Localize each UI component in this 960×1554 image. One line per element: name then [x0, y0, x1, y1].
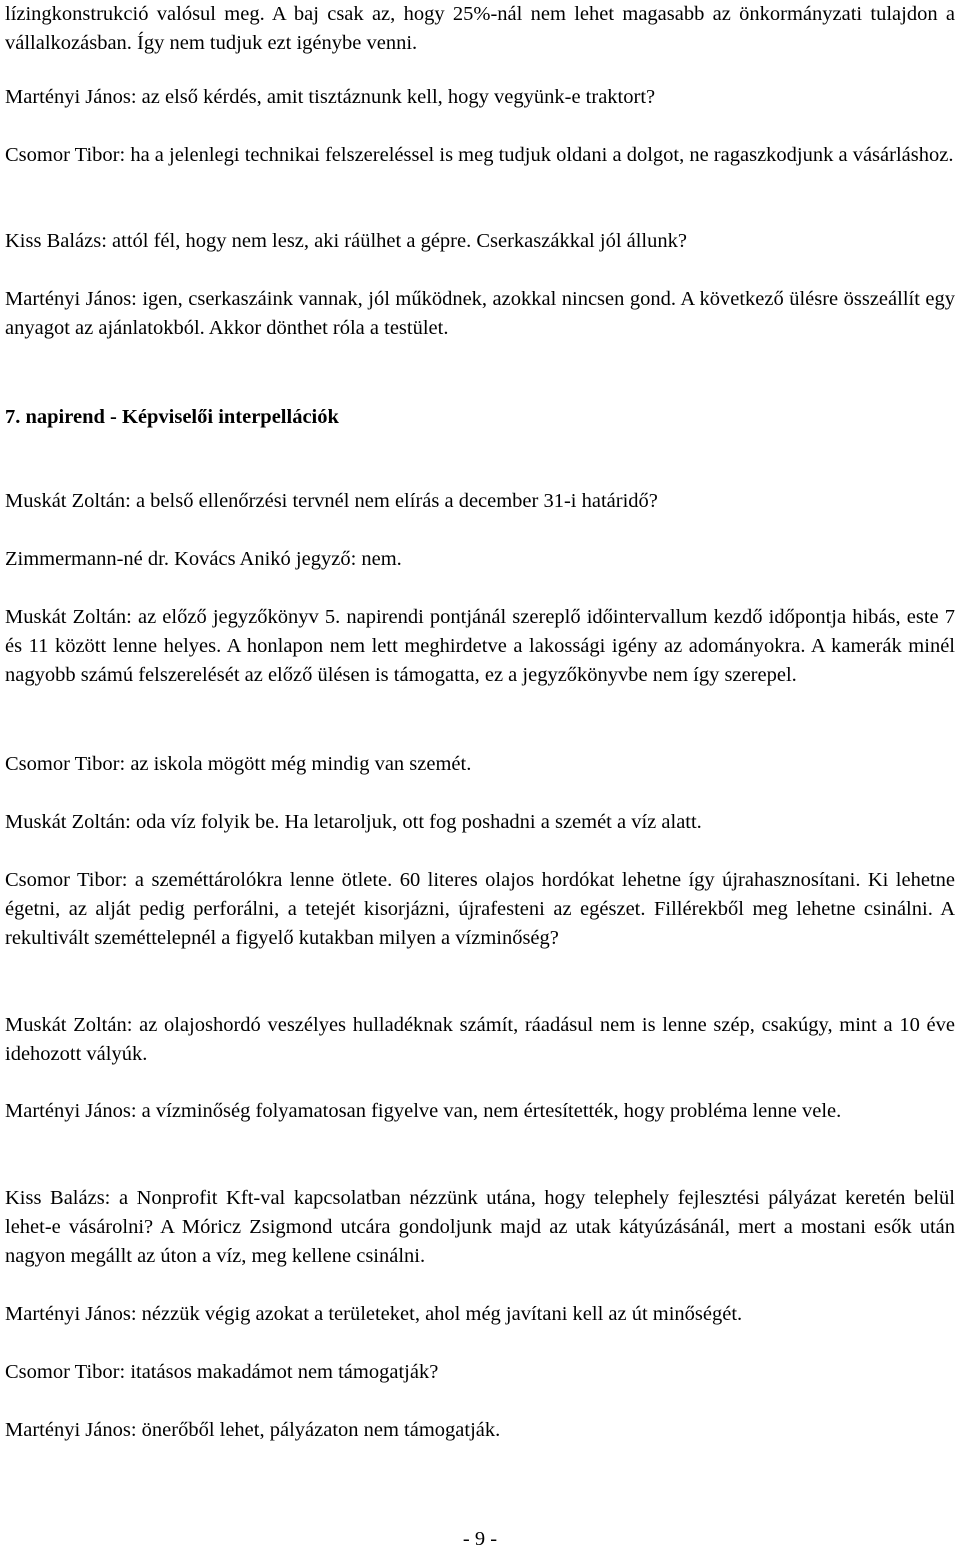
paragraph-notary-answer: Zimmermann-né dr. Kovács Anikó jegyző: nem. — [5, 548, 402, 570]
paragraph-martenyi-funding: Martényi János: önerőből lehet, pályázaton nem támogatják. — [5, 1419, 501, 1441]
paragraph-kiss-nonprofit: Kiss Balázs: a Nonprofit Kft-val kapcsolatban nézzünk utána, hogy telephely fejlesztési pályázat keretén belül lehet-e vásárolni? A Móricz Zsigmond utcára gondoljunk majd az utak kátyúzásánál, mert a mostani esők után nagyon megállt az úton a víz, meg kellene csinálni. — [5, 1187, 955, 1267]
paragraph-csomor-macadam: Csomor Tibor: itatásos makadámot nem támogatják? — [5, 1361, 439, 1383]
paragraph-martenyi-tractor: Martényi János: az első kérdés, amit tisztáznunk kell, hogy vegyünk-e traktort? — [5, 86, 656, 108]
paragraph-csomor-bins: Csomor Tibor: a szeméttárolókra lenne ötlete. 60 literes olajos hordókat lehetne így újrahasznosítani. Ki lehetne égetni, az alját pedig perforálni, a tetejét kisorjázni, újrafesteni az egészet. Fillérekből meg lehetne csinálni. A rekultivált szeméttelepnél a figyelő kutakban milyen a vízminőség? — [5, 869, 955, 949]
paragraph-martenyi-roads: Martényi János: nézzük végig azokat a területeket, ahol még javítani kell az út minőségét. — [5, 1303, 743, 1325]
paragraph-kiss-machine: Kiss Balázs: attól fél, hogy nem lesz, aki ráülhet a gépre. Cserkaszákkal jól állunk? — [5, 230, 687, 252]
paragraph-csomor-rubbish: Csomor Tibor: az iskola mögött még mindig van szemét. — [5, 753, 472, 775]
section-heading-agenda-7: 7. napirend - Képviselői interpellációk — [5, 406, 339, 428]
paragraph-martenyi-mowers: Martényi János: igen, cserkaszáink vannak, jól működnek, azokkal nincsen gond. A következő ülésre összeállít egy anyagot az ajánlatokból. Akkor dönthet róla a testület. — [5, 288, 955, 339]
paragraph-muskat-deadline: Muskát Zoltán: a belső ellenőrzési tervnél nem elírás a december 31-i határidő? — [5, 490, 658, 512]
paragraph-leasing: lízingkonstrukció valósul meg. A baj csak az, hogy 25%-nál nem lehet magasabb az önkormányzati tulajdon a vállalkozásban. Így nem tudjuk ezt igénybe venni. — [5, 3, 955, 54]
paragraph-martenyi-water-quality: Martényi János: a vízminőség folyamatosan figyelve van, nem értesítették, hogy probléma lenne vele. — [5, 1100, 842, 1122]
page-number: - 9 - — [462, 1528, 498, 1550]
paragraph-csomor-equipment: Csomor Tibor: ha a jelenlegi technikai felszereléssel is meg tudjuk oldani a dolgot, ne ragaszkodjunk a vásárláshoz. — [5, 144, 954, 166]
paragraph-muskat-water: Muskát Zoltán: oda víz folyik be. Ha letaroljuk, ott fog poshadni a szemét a víz alatt. — [5, 811, 702, 833]
paragraph-muskat-hazardous: Muskát Zoltán: az olajoshordó veszélyes hulladéknak számít, ráadásul nem is lenne szép, csakúgy, mint a 10 éve idehozott vályúk. — [5, 1014, 955, 1065]
paragraph-muskat-minutes: Muskát Zoltán: az előző jegyzőkönyv 5. napirendi pontjánál szereplő időintervallum kezdő időpontja hibás, este 7 és 11 között lenne helyes. A honlapon nem lett meghirdetve a lakossági igény az adományokra. A kamerák minél nagyobb számú felszerelését az előző ülésen is támogatta, ez a jegyzőkönyvbe nem így szerepel. — [5, 606, 955, 686]
